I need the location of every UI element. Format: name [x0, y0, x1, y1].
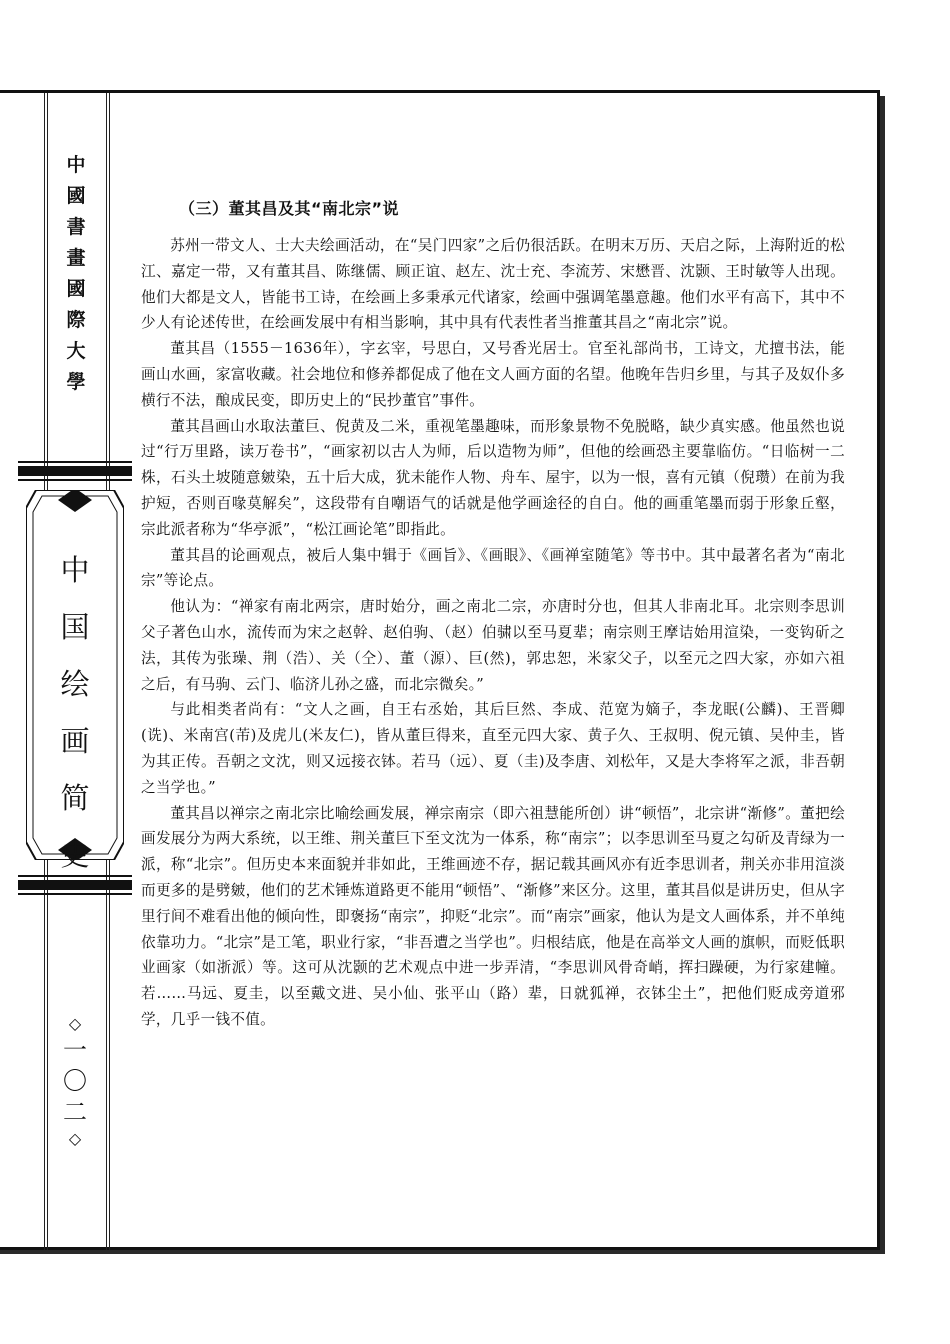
university-name-char: 國: [66, 278, 86, 300]
university-name-char: 國: [66, 185, 86, 207]
paragraph: 与此相类者尚有：“文人之画，自王右丞始，其后巨然、李成、范宽为嫡子，李龙眠(公麟)、王晋卿(诜)、米南宫(芾)及虎儿(米友仁)，皆从董巨得来，直至元四大家、黄子久、王叔明、倪元镇、吴仲圭，皆为其正传。吾朝之文沈，则又远接衣钵。若马（远）、夏（圭)及李唐、刘松年，又是大李将军之派，非吾朝之当学也。”: [141, 701, 845, 796]
university-name-char: 大: [66, 340, 86, 362]
book-title-char: 史: [60, 838, 90, 872]
book-title: [26, 542, 124, 884]
university-name-char: 書: [66, 216, 86, 238]
page-number-diamond: ◇: [68, 1129, 82, 1148]
page-number-digit: 二: [63, 1098, 87, 1126]
page-number-digit: 〇: [63, 1067, 87, 1095]
section-heading: （三）董其昌及其“南北宗”说: [179, 199, 400, 218]
paragraph: 苏州一带文人、士大夫绘画活动，在“吴门四家”之后仍很活跃。在明末万历、天启之际，上海附近的松江、嘉定一带，又有董其昌、陈继儒、顾正谊、赵左、沈士充、李流芳、宋懋晋、沈颢、王时敏等人出现。他们大都是文人，皆能书工诗，在绘画上多秉承元代诸家，绘画中强调笔墨意趣。他们水平有高下，其中不少人有论述传世，在绘画发展中有相当影响，其中具有代表性者当推董其昌之“南北宗”说。: [141, 237, 845, 332]
university-name-char: 學: [66, 371, 86, 393]
book-title-panel: [26, 490, 124, 872]
paragraph: 董其昌画山水取法董巨、倪黄及二米，重视笔墨趣味，而形象景物不免脱略，缺少真实感。他虽然也说过“行万里路，读万卷书”，“画家初以古人为师，后以造物为师”，但他的绘画恐主要靠临仿。“日临树一二株，石头土坡随意皴染，五十后大成，犹未能作人物、舟车、屋宇，以为一恨，喜有元镇（倪瓒）在前为我护短，否则百喙莫解矣”，这段带有自嘲语气的话就是他学画途径的自白。他的画重笔墨而弱于形象丘壑，宗此派者称为“华亭派”，“松江画论笔”即指此。: [141, 417, 845, 538]
bottom-ornament: [18, 872, 132, 898]
book-title-char: 画: [60, 724, 90, 758]
book-title-char: 绘: [60, 667, 90, 701]
book-title-char: 中: [60, 553, 90, 587]
book-title-char: 简: [60, 781, 90, 815]
paragraph: 董其昌以禅宗之南北宗比喻绘画发展，禅宗南宗（即六祖慧能所创）讲“顿悟”，北宗讲“渐修”。董把绘画发展分为两大系统，以王维、荆关董巨下至文沈为一体系，称“南宗”；以李思训至马夏之勾斫及青绿为一派，称“北宗”。但历史本来面貌并非如此，王维画迹不存，据记载其画风亦有近李思训者，荆关亦非用渲淡而更多的是劈皴，他们的艺术锤炼道路更不能用“顿悟”、“渐修”来区分。这里，董其昌似是讲历史，但从字里行间不难看出他的倾向性，即褒扬“南宗”，抑贬“北宗”。而“南宗”画家，他认为是文人画体系，并不单纯依靠功力。“北宗”是工笔，职业行家，“非吾遭之当学也”。归根结底，他是在高举文人画的旗帜，而贬低职业画家（如浙派）等。这可从沈颢的艺术观点中进一步弄清，“李思训风骨奇峭，挥扫躁硬，为行家建幢。若……马远、夏圭，以至戴文进、吴小仙、张平山（路）辈，日就狐禅，衣钵尘土”，把他们贬成旁道邪学，几乎一钱不值。: [141, 804, 845, 1028]
article-body: [141, 196, 845, 1033]
university-name: [55, 150, 97, 398]
university-name-char: 畫: [66, 247, 86, 269]
university-name-char: 際: [66, 309, 86, 331]
top-ornament: [18, 458, 132, 484]
paragraph: 董其昌（1555－1636年），字玄宰，号思白，又号香光居士。官至礼部尚书，工诗文，尤擅书法，能画山水画，家富收藏。社会地位和修养都促成了他在文人画方面的名望。他晚年告归乡里，与其子及奴仆多横行不法，酿成民变，即历史上的“民抄董官”事件。: [141, 340, 845, 409]
page-number-digit: 一: [63, 1036, 87, 1064]
page-number-diamond: ◇: [68, 1014, 82, 1033]
university-name-char: 中: [66, 154, 86, 176]
book-title-char: 国: [60, 610, 90, 644]
paragraph: 他认为：“禅家有南北两宗，唐时始分，画之南北二宗，亦唐时分也，但其人非南北耳。北宗则李思训父子著色山水，流传而为宋之赵幹、赵伯驹、（赵）伯骕以至马夏辈；南宗则王摩诘始用渲染，一变钩斫之法，其传为张璪、荆（浩）、关（仝）、董（源）、巨(然)，郭忠恕，米家父子，以至元之四大家，亦如六祖之后，有马驹、云门、临济儿孙之盛，而北宗微矣。”: [141, 598, 845, 693]
paragraph: 董其昌的论画观点，被后人集中辑于《画旨》、《画眼》、《画禅室随笔》等书中。其中最著名者为“南北宗”等论点。: [141, 546, 845, 590]
page-number: [60, 1013, 90, 1150]
